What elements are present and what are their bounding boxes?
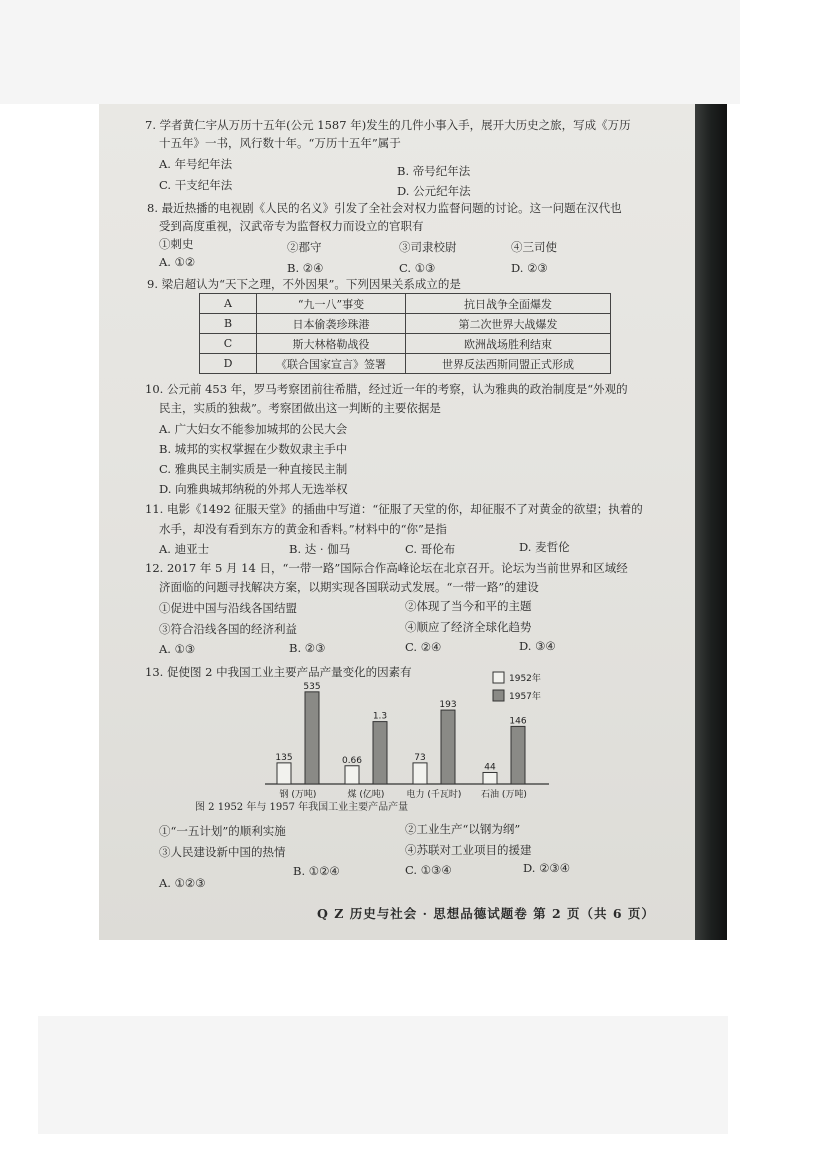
q8-option-c: C. ①③ xyxy=(399,261,436,275)
table-row xyxy=(200,354,611,374)
category-label: 煤 (亿吨) xyxy=(347,790,385,800)
category-label: 钢 (万吨) xyxy=(279,790,317,800)
data-label-1952: 135 xyxy=(275,752,293,763)
page-footer: Q Z 历史与社会 · 思想品德试题卷 第 2 页（共 6 页） xyxy=(317,906,655,921)
q11-option-c: C. 哥伦布 xyxy=(405,542,456,556)
table-cell: 斯大林格勒战役 xyxy=(257,334,406,354)
bar-1957 xyxy=(305,692,319,784)
table-cell: B xyxy=(200,314,257,334)
legend-label-1957: 1957年 xyxy=(509,692,541,702)
q11-option-b: B. 达 · 伽马 xyxy=(289,542,351,556)
q11-option-a: A. 迪亚士 xyxy=(159,542,210,556)
data-label-1957: 535 xyxy=(303,681,321,692)
bar-1952 xyxy=(345,766,359,784)
table-cell: 日本偷袭珍珠港 xyxy=(257,314,406,334)
bar-1952 xyxy=(483,772,497,784)
q13-statement-1: ①“一五计划”的顺利实施 xyxy=(159,824,286,838)
q9-stem: 9. 梁启超认为“天下之理，不外因果”。下列因果关系成立的是 xyxy=(147,277,461,291)
q12-option-a: A. ①③ xyxy=(159,642,196,656)
q8-option-a: A. ①② xyxy=(159,255,196,269)
table-row xyxy=(200,314,611,334)
q10-stem-line1: 10. 公元前 453 年，罗马考察团前往希腊，经过近一年的考察，认为雅典的政治制度是“外观的 xyxy=(145,382,628,396)
legend-swatch-1957 xyxy=(493,690,504,701)
q13-statement-2: ②工业生产“以钢为纲” xyxy=(405,822,521,836)
q12-statement-2: ②体现了当今和平的主题 xyxy=(405,599,532,613)
bar-1952 xyxy=(277,763,291,784)
bar-1957 xyxy=(373,722,387,784)
binder-edge xyxy=(695,104,727,940)
q7-stem-line1: 7. 学者黄仁宇从万历十五年(公元 1587 年)发生的几件小事入手，展开大历史之旅，写成《万历 xyxy=(145,118,631,132)
q13-statement-3: ③人民建设新中国的热情 xyxy=(159,845,286,859)
q10-option-c: C. 雅典民主制实质是一种直接民主制 xyxy=(159,462,348,476)
table-cell: 世界反法西斯同盟正式形成 xyxy=(406,354,611,374)
q8-statement-2: ②郡守 xyxy=(287,240,322,254)
data-label-1952: 0.66 xyxy=(341,755,363,766)
q13-option-c: C. ①③④ xyxy=(405,863,452,877)
table-row xyxy=(200,294,611,314)
table-cell: 《联合国家宣言》签署 xyxy=(257,354,406,374)
q8-option-d: D. ②③ xyxy=(511,261,548,275)
table-cell: 抗日战争全面爆发 xyxy=(406,294,611,314)
exam-photo xyxy=(99,104,727,940)
table-cell: “九一八”事变 xyxy=(257,294,406,314)
q10-stem-line2: 民主，实质的独裁”。考察团做出这一判断的主要依据是 xyxy=(159,401,441,415)
data-label-1957: 1.3 xyxy=(372,711,388,722)
q8-statement-1: ①刺史 xyxy=(159,237,194,251)
bar-1952 xyxy=(413,763,427,784)
bar-chart xyxy=(257,670,557,810)
q12-statement-3: ③符合沿线各国的经济利益 xyxy=(159,622,297,636)
q8-statement-4: ④三司使 xyxy=(511,240,557,254)
q11-stem-line1: 11. 电影《1492 征服天堂》的插曲中写道：“征服了天堂的你，却征服不了对黄金的欲望；执着的 xyxy=(145,502,643,516)
bar-1957 xyxy=(441,710,455,784)
q11-stem-line2: 水手，却没有看到东方的黄金和香料。”材料中的“你”是指 xyxy=(159,522,447,536)
category-label: 石油 (万吨) xyxy=(481,790,527,800)
top-blank-band xyxy=(0,0,740,104)
legend-swatch-1952 xyxy=(493,672,504,683)
q7-option-a: A. 年号纪年法 xyxy=(159,157,233,171)
q12-statement-4: ④顺应了经济全球化趋势 xyxy=(405,620,532,634)
q8-stem-line2: 受到高度重视，汉武帝专为监督权力而设立的官职有 xyxy=(159,219,424,233)
table-cell: 第二次世界大战爆发 xyxy=(406,314,611,334)
legend-label-1952: 1952年 xyxy=(509,674,541,684)
data-label-1952: 73 xyxy=(414,752,426,763)
q12-stem-line1: 12. 2017 年 5 月 14 日，“一带一路”国际合作高峰论坛在北京召开。论坛为当前世界和区域经 xyxy=(145,561,628,575)
q7-stem-line2: 十五年》一书，风行数十年。“万历十五年”属于 xyxy=(159,136,401,150)
q13-statement-4: ④苏联对工业项目的援建 xyxy=(405,843,532,857)
table-cell: A xyxy=(200,294,257,314)
q10-option-a: A. 广大妇女不能参加城邦的公民大会 xyxy=(159,422,348,436)
q13-option-b: B. ①②④ xyxy=(293,864,340,878)
data-label-1952: 44 xyxy=(484,762,496,773)
q7-option-b: B. 帝号纪年法 xyxy=(397,164,471,178)
category-label: 电力 (千瓦时) xyxy=(406,790,462,800)
q8-statement-3: ③司隶校尉 xyxy=(399,240,457,254)
q10-option-b: B. 城邦的实权掌握在少数奴隶主手中 xyxy=(159,442,348,456)
chart-title: 图 2 1952 年与 1957 年我国工业主要产品产量 xyxy=(195,802,409,813)
q12-option-c: C. ②④ xyxy=(405,640,442,654)
q12-stem-line2: 济面临的问题寻找解决方案，以期实现各国联动式发展。“一带一路”的建设 xyxy=(159,580,539,594)
q7-option-d: D. 公元纪年法 xyxy=(397,184,471,198)
table-cell: 欧洲战场胜利结束 xyxy=(406,334,611,354)
q13-stem: 13. 促使图 2 中我国工业主要产品产量变化的因素有 xyxy=(145,665,412,679)
table-cell: D xyxy=(200,354,257,374)
bar-1957 xyxy=(511,726,525,784)
data-label-1957: 193 xyxy=(439,700,457,711)
bottom-blank-band xyxy=(38,1016,728,1134)
q8-stem-line1: 8. 最近热播的电视剧《人民的名义》引发了全社会对权力监督问题的讨论。这一问题在汉代也 xyxy=(147,201,622,215)
q13-option-d: D. ②③④ xyxy=(523,861,571,875)
q13-option-a: A. ①②③ xyxy=(159,876,206,890)
q11-option-d: D. 麦哲伦 xyxy=(519,540,570,554)
q7-option-c: C. 干支纪年法 xyxy=(159,178,233,192)
q9-table xyxy=(199,293,611,374)
q8-option-b: B. ②④ xyxy=(287,261,324,275)
table-row xyxy=(200,334,611,354)
q10-option-d: D. 向雅典城邦纳税的外邦人无选举权 xyxy=(159,482,348,496)
q12-option-b: B. ②③ xyxy=(289,641,326,655)
exam-page xyxy=(99,104,695,940)
q12-statement-1: ①促进中国与沿线各国结盟 xyxy=(159,601,297,615)
table-cell: C xyxy=(200,334,257,354)
data-label-1957: 146 xyxy=(509,716,527,727)
q12-option-d: D. ③④ xyxy=(519,639,556,653)
